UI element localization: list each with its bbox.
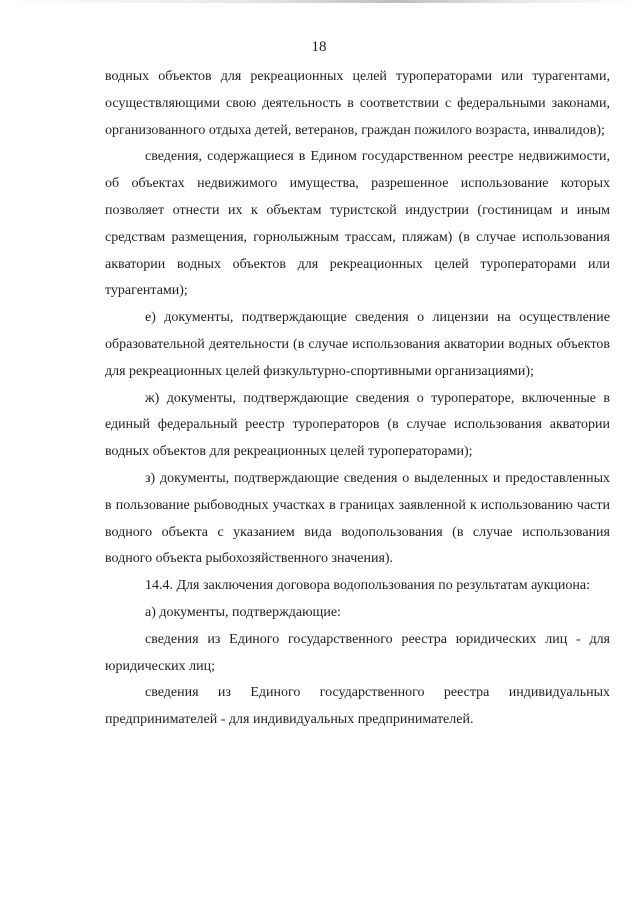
paragraph-item-a-documents: а) документы, подтверждающие: bbox=[145, 604, 341, 620]
paragraph-egrip: сведения из Единого государственного реестра индивидуальных предпринимателей - для индивидуальных предпринимателей. bbox=[105, 685, 610, 728]
paragraph-item-z-fish-breeding: з) документы, подтверждающие сведения о выделенных и предоставленных в пользование рыбоводных участках в границах заявленной к использованию части водного объекта с указанием вида водопользования (в случае использования водного объекта рыбохозяйственного значения). bbox=[105, 470, 610, 567]
scan-top-edge bbox=[0, 0, 638, 3]
paragraph-item-e-license: е) документы, подтверждающие сведения о лицензии на осуществление образовательной деятельности (в случае использования акватории водных объектов для рекреационных целей физкультурно-спортивными организациями); bbox=[105, 310, 610, 379]
paragraph-item-zh-tour-operator: ж) документы, подтверждающие сведения о туроператоре, включенные в единый федеральный реестр туроператоров (в случае использования акватории водных объектов для рекреационных целей туроператорами); bbox=[105, 390, 610, 460]
paragraph-section-14-4: 14.4. Для заключения договора водопользования по результатам аукциона: bbox=[145, 578, 591, 594]
document-body bbox=[105, 64, 610, 734]
paragraph-egrul: сведения из Единого государственного реестра юридических лиц - для юридических лиц; bbox=[105, 631, 610, 674]
paragraph-continuation: водных объектов для рекреационных целей туроператорами или турагентами, осуществляющими свою деятельность в соответствии с федеральными законами, организованного отдыха детей, ветеранов, граждан пожилого возраста, инвалидов); bbox=[105, 69, 610, 138]
page-number: 18 bbox=[311, 39, 327, 55]
paragraph-egrn-info: сведения, содержащиеся в Едином государственном реестре недвижимости, об объектах недвижимого имущества, разрешенное использование которых позволяет отнести их к объектам туристской индустрии (гостиницам и иным средствам размещения, горнолыжным трассам, пляжам) (в случае использования акватории водных объектов для рекреационных целей туроператорами или турагентами); bbox=[105, 149, 610, 299]
